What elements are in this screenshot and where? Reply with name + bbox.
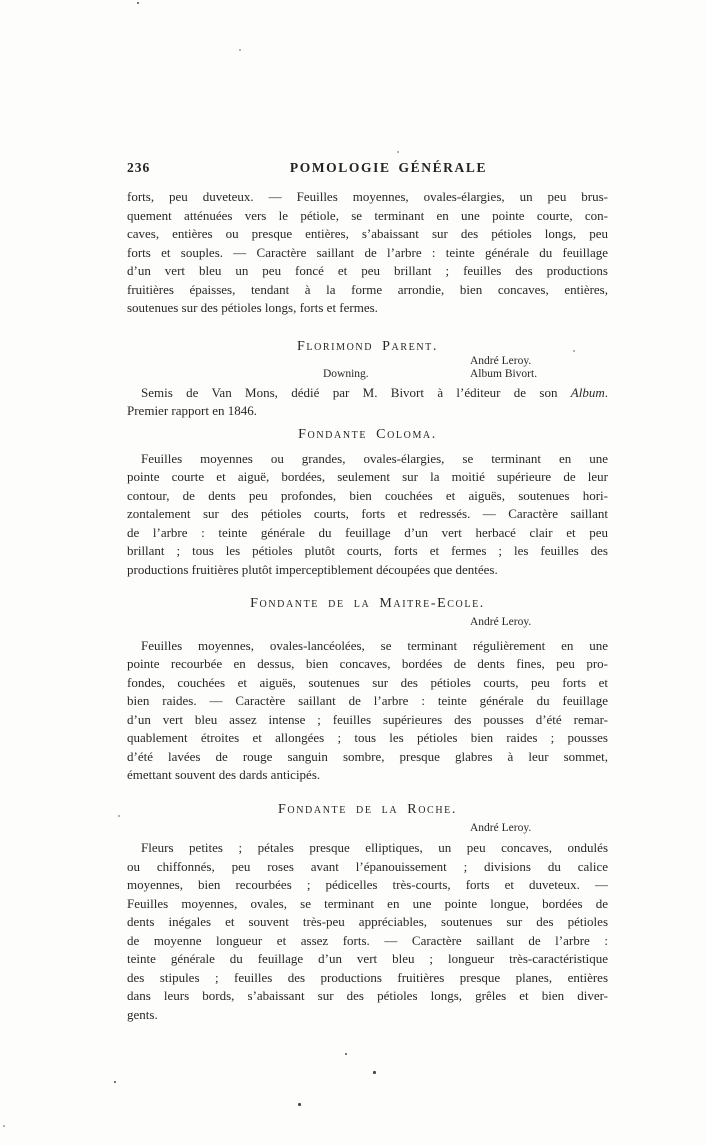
intro-paragraph [127, 188, 608, 318]
text-line: fondes, couchées et aiguës, soutenues sur des pétioles courts, peu forts et [127, 674, 608, 690]
page-header [127, 160, 608, 177]
text-line: Fleurs petites ; pétales presque elliptiques, un peu concaves, ondulés [141, 840, 608, 855]
scan-speck [373, 1071, 376, 1074]
scan-speck [397, 151, 399, 153]
scan-speck [239, 49, 241, 51]
text-line: forts, peu duveteux. — Feuilles moyennes, ovales-élargies, un peu brus- [127, 189, 608, 204]
section-heading-fondante-maitre-ecole: Fondante de la Maitre-Ecole. [250, 596, 485, 611]
text-block [127, 160, 608, 1024]
text-line: d’un vert bleu un peu foncé et peu brillant ; feuilles des productions [127, 263, 608, 278]
text-segment: Semis de Van Mons, dédié par M. Bivort à l’éditeur de son [141, 384, 571, 400]
italic-word: Album [570, 384, 605, 400]
text-line [127, 384, 608, 403]
reference-downing: Downing. [323, 367, 369, 380]
text-line: d’un vert bleu assez intense ; feuilles supérieures des pousses d’été remar- [127, 711, 608, 727]
text-line: Premier rapport en 1846. [127, 403, 257, 418]
section-heading-florimond-parent: Florimond Parent. [297, 338, 438, 354]
text-line: teinte générale du feuillage d’un vert bleu ; longueur très-caractéristique [127, 951, 608, 966]
text-line: fruitières épaisses, tendant à la forme arrondie, bien concaves, entières, [127, 281, 608, 297]
references-row [127, 355, 608, 368]
text-line: de l’arbre : teinte générale du feuillage d’un vert herbacé clair et peu [127, 524, 608, 540]
scan-speck [118, 815, 120, 817]
section-fondante-roche [127, 802, 608, 1025]
attribution-andre-leroy: André Leroy. [470, 616, 532, 628]
references [127, 355, 608, 381]
fondante-roche-paragraph [127, 839, 608, 1024]
reference-album-bivort: Album Bivort. [470, 367, 538, 380]
text-line: Feuilles moyennes, ovales, se terminant en une pointe longue, bordées de [127, 895, 608, 911]
text-line: Feuilles moyennes, ovales-lancéolées, se terminant régulièrement en une [141, 637, 608, 653]
scan-speck [3, 1125, 5, 1127]
scan-speck [345, 1053, 347, 1055]
scan-speck [137, 2, 139, 4]
text-line: brillant ; tous les pétioles plutôt courts, forts et fermes ; les feuilles des [127, 543, 608, 558]
text-line: soutenues sur des pétioles longs, forts et fermes. [127, 300, 378, 315]
text-line: forts et souples. — Caractère saillant de l’arbre : teinte générale du feuillage [127, 244, 608, 260]
section-fondante-coloma [127, 427, 608, 580]
text-line: dans leurs bords, s’abaissant sur des pétioles longs, grêles et bien diver- [127, 988, 608, 1003]
text-line: productions fruitières plutôt imperceptiblement découpées que dentées. [127, 561, 498, 577]
text-line: quablement étroites et allongées ; tous les pétioles bien raides ; pousses [127, 730, 608, 745]
text-line: de moyenne longueur et assez forts. — Caractère saillant de l’arbre : [127, 932, 608, 948]
reference-andre-leroy: André Leroy. [470, 354, 532, 367]
scan-speck [298, 1103, 301, 1106]
fondante-maitre-ecole-paragraph [127, 637, 608, 785]
text-line: d’été lavées de rouge sanguin sombre, presque glabres à leur sommet, [127, 748, 608, 764]
scan-speck [573, 350, 575, 352]
text-line: quement atténuées vers le pétiole, se terminant en une pointe courte, con- [127, 207, 608, 223]
text-line: Feuilles moyennes ou grandes, ovales-élargies, se terminant en une [141, 450, 608, 466]
text-line: zontalement sur des pétioles courts, forts et redressés. — Caractère saillant [127, 506, 608, 521]
text-line: dents inégales et souvent très-peu appréciables, soutenues sur des pétioles [127, 914, 608, 929]
section-heading-fondante-roche: Fondante de la Roche. [278, 801, 457, 817]
florimond-parent-paragraph [127, 384, 608, 421]
page-number: 236 [127, 160, 151, 175]
text-line: caves, entières ou presque entières, s’abaissant sur des pétioles longs, peu [127, 226, 608, 241]
running-title: POMOLOGIE GÉNÉRALE [289, 160, 488, 175]
text-line: pointe recourbée en dessus, bien concaves, bordées de dents fines, peu pro- [127, 656, 608, 671]
text-line: émettant souvent des dards anticipés. [127, 767, 321, 782]
text-line: des stipules ; feuilles des productions fruitières presque planes, entières [127, 969, 608, 985]
text-line: bien raides. — Caractère saillant de l’arbre : teinte générale du feuillage [127, 693, 608, 708]
fondante-coloma-paragraph [127, 450, 608, 580]
text-line: gents. [127, 1006, 158, 1022]
text-line: contour, de dents peu profondes, bien couchées et aiguës, soutenues hori- [127, 487, 608, 503]
text-line: ou chiffonnés, peu roses avant l’épanouissement ; divisions du calice [127, 858, 608, 874]
text-line: moyennes, bien recourbées ; pédicelles très-courts, forts et duveteux. — [127, 877, 608, 892]
text-segment: . [604, 384, 608, 400]
scan-speck [114, 1081, 116, 1083]
text-line: pointe courte et aiguë, bordées, seulement sur la moitié supérieure de leur [127, 469, 608, 484]
attribution-andre-leroy: André Leroy. [470, 821, 532, 834]
section-heading-fondante-coloma: Fondante Coloma. [298, 426, 437, 442]
section-florimond-parent [127, 339, 608, 421]
section-fondante-maitre-ecole [127, 596, 608, 785]
references-row [127, 368, 608, 381]
